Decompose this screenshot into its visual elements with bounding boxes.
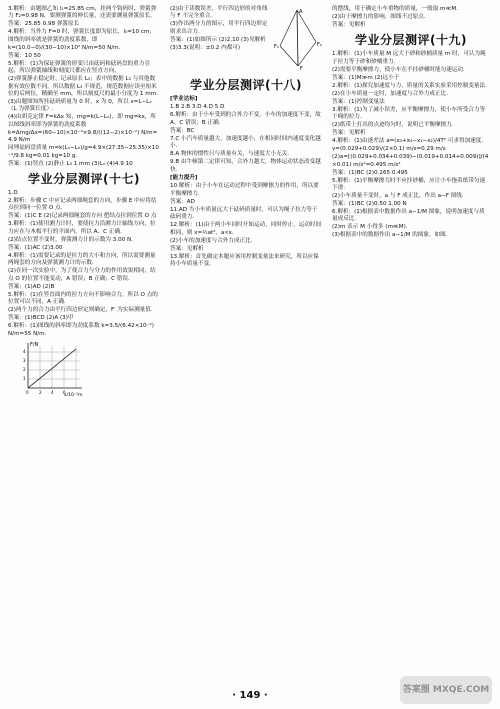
answer-line: 5.解析：(1)平衡摩擦力时不应挂砂桶，应让小车拖着纸带匀速下滑. bbox=[332, 177, 486, 192]
page-number: · 149 · bbox=[232, 690, 268, 701]
answer-line: (2)小车的加速度与合外力成正比. bbox=[170, 237, 253, 244]
answer-line: 答案：(1)AC (2)3.00 bbox=[8, 244, 63, 251]
answer-line: 5.解析：(1)为保证弹簧的形变只由砝码和砝码盘的重力引起，所以弹簧轴线和刻度尺都应在竖直方向。 bbox=[8, 60, 150, 75]
answer-line: 5.解析：(1)在竖直面内的拉力方向不影响合力，所以 O 点的位置可以不同，A 正确. bbox=[8, 291, 158, 306]
answers-block-18-cont bbox=[332, 6, 490, 29]
answers-block-18-basic bbox=[170, 104, 322, 174]
force-diagram-block bbox=[170, 6, 322, 74]
answers-block-18-advanced bbox=[170, 183, 322, 268]
answer-line: (3)根据表中的数据作出 a−1/M 的图象，如图. bbox=[332, 232, 448, 239]
answer-line: (2)在小车质量一定时，加速度与合外力成正比. bbox=[332, 90, 448, 97]
answer-line: 7.C 小汽车质量越大，加速度越小，在相同时间内速度变化越小. bbox=[170, 135, 321, 150]
subsection-label-advanced: [能力提升] bbox=[170, 175, 198, 182]
answer-line: (2)需要平衡摩擦力，使小车在不挂砂桶时能匀速运动. bbox=[332, 66, 465, 73]
answer-line: 10.解析：由于小车在运动过程中受到摩擦力的作用，所以要平衡摩擦力. bbox=[170, 183, 319, 197]
svg-text:4: 4 bbox=[23, 348, 26, 354]
answer-line: 答案：见解析 bbox=[332, 22, 366, 28]
answer-line: 2.解析：步骤 C 中应记录两细绳套的方向，步骤 E 中应将结点拉到同一位置 O 点. bbox=[8, 198, 157, 212]
svg-text:2: 2 bbox=[23, 366, 26, 372]
answer-line: 12.解析：(1)由于两小车同时开始运动，同时停止，运动时间相同，则 x=½at²，a∝x. bbox=[170, 222, 322, 236]
answer-line: 2.解析：(1)探究加速度与力、质量的关系实验采用控制变量法. bbox=[332, 82, 487, 89]
answer-line: 答案：(1)控制变量法 bbox=[332, 98, 385, 105]
answer-line: 13.解析：首先确定本题应该用控制变量法来研究，所以应保持小车质量不变. bbox=[170, 253, 319, 268]
svg-text:F₂: F₂ bbox=[317, 42, 322, 48]
answer-line: 答案：(1)竖直 (2)静止 L₃ 1 mm (3)Lₓ (4)4.9 10 bbox=[8, 160, 133, 167]
force-parallelogram-diagram bbox=[272, 6, 322, 72]
svg-text:A: A bbox=[299, 9, 303, 15]
answer-line: 答案：(1)BC (2)0.50 1.00 N bbox=[332, 201, 407, 208]
svg-text:2: 2 bbox=[39, 389, 42, 395]
answer-line: 答案：(1)M≫m (2)远小于 bbox=[332, 74, 400, 81]
answer-line: 4.解析：当外力 F=0 时，弹簧长度即为原长，l₀=10 cm；图线的斜率就是弹簧的劲度系数，即 bbox=[8, 29, 155, 43]
svg-text:4: 4 bbox=[51, 389, 54, 395]
answer-line: 1.B 2.B 3.D 4.D 5.D bbox=[170, 104, 225, 111]
answer-line: 答案：BC bbox=[170, 127, 195, 134]
answer-line: (2)在同一次实验中，为了使合力与分力的作用效果相同，结点 O 的位置不能变动，A 错误；B 正确；C 错误. bbox=[8, 268, 156, 282]
answer-line: 答案：见解析 bbox=[170, 245, 204, 252]
svg-text:F/N: F/N bbox=[30, 341, 39, 348]
answer-line: 3.解析：(1)为了减小误差，应平衡摩擦力，使小车所受合力等于绳的拉力. bbox=[332, 106, 486, 121]
answer-line: 6.解析：由于小车受到的合外力不变，小车的加速度不变，故 A、C 错误；B 正确. bbox=[170, 112, 321, 126]
answer-line: (3)由题图知所挂砝码质量为 0 时，x 为 0，所以 x=L−Lₓ（L 为弹簧长度）. bbox=[8, 99, 152, 113]
answer-line: 1.D bbox=[8, 190, 18, 197]
answer-line: 9.B 由牛顿第二定律可知，合外力越大，物体运动状态改变越快. bbox=[170, 159, 321, 173]
answer-line: (2)纸带上打出的点迹均匀时，说明已平衡摩擦力. bbox=[332, 122, 454, 129]
answers-block-17 bbox=[8, 190, 160, 338]
answer-line: 4.解析：(1)由逐差法 a=(x₃+x₄−x₁−x₂)/4T² 可求得加速度. bbox=[332, 138, 484, 145]
column-middle bbox=[170, 6, 322, 269]
answer-line: (3)3.3(说明：±0.2 内都可) bbox=[170, 44, 241, 51]
answer-line: 1.解析：(1)小车质量 M 远大于砂和砂桶质量 m 时，可认为绳子拉力等于砂和砂桶重力. bbox=[332, 51, 486, 65]
answers-block-16 bbox=[8, 6, 160, 168]
answer-line: (2)由于读数误差，平行四边形的对角线与 F 不完全重合。 bbox=[170, 6, 268, 20]
answer-line: k=Δmg/Δx=(60−10)×10⁻³×9.8/((12−2)×10⁻²) N/m=4.9 N/m bbox=[8, 129, 158, 144]
answer-line: 6.解析：(1)根据表中数据作出 a−1/M 图象，说明加速度与质量成反比. bbox=[332, 209, 485, 223]
svg-text:1: 1 bbox=[23, 375, 26, 381]
answer-line: (2)弹簧静止稳定时，记录原长 L₀；表中的数据 L₃ 与其他数据有效位数不同，所以数据 L₃ 不规范，规范数据应读至厘米位的后两位，精确至 mm，所以刻度尺的最小分度为 1 mm. bbox=[8, 76, 158, 98]
answer-line: (2)结点位置不变时，弹簧测力计的示数为 3.00 N. bbox=[8, 236, 133, 243]
answer-line: 答案：见解析 bbox=[332, 130, 366, 137]
answer-line: 4.解析：(1)需要记录的是拉力的大小和方向，所以需要测量两绳套的方向及弹簧测力计的示数. bbox=[8, 252, 156, 267]
answer-line: 答案：(1)如图所示 (2)2.10 (3)见解析 bbox=[170, 36, 266, 43]
answer-line: (2)a=[(0.029+0.034+0.039)−(0.019+0.014+0.009)]/(4×0.01) m/s²=0.495 m/s² bbox=[332, 154, 489, 168]
answer-line: 答案：(1)BC (2)0.265 0.495 bbox=[332, 169, 408, 176]
answer-line: 6.解析：(1)图线的斜率即为劲度系数 k=3.5/(6.42×10⁻²) N/m=55 N/m. bbox=[8, 323, 154, 337]
answer-line: 答案：(1)AD (2)B bbox=[8, 283, 55, 290]
answer-line: 8.A 物体的惯性只与质量有关，与速度大小无关. bbox=[170, 151, 290, 158]
answer-line: 3.解析：由题图乙知 l₁=25.85 cm，挂两个钩码时，弹簧弹力 F₂=0.98 N，要测弹簧的伸长量，还需要测量弹簧原长。 bbox=[8, 6, 157, 20]
svg-text:0: 0 bbox=[26, 389, 29, 395]
column-left bbox=[8, 6, 160, 398]
answer-line: v=(0.029+0.029)/(2×0.1) m/s=0.29 m/s bbox=[332, 146, 446, 153]
answer-line: (4)由胡克定律 F=kΔx 知，mg=k(L−Lₓ)，即 mg=kx，所以图线斜率即为弹簧的劲度系数 bbox=[8, 114, 156, 128]
spring-force-graph bbox=[16, 340, 86, 398]
answer-line: 答案：(1)BCD (2)A (3)甲 bbox=[8, 315, 74, 322]
answer-line: 的摆线，用于确定小车重物的质量，一般取 m≪M. bbox=[332, 6, 458, 12]
watermark-logo: 答案圈 MXQE.COM bbox=[400, 676, 492, 704]
answer-line: 答案：25.85 0.98 弹簧原长 bbox=[8, 21, 80, 28]
answer-line: 答案：10 50 bbox=[8, 52, 41, 59]
subsection-label-basic: [学业达标] bbox=[170, 96, 198, 102]
svg-text:x/10⁻²m: x/10⁻²m bbox=[64, 392, 83, 398]
answer-line: (2)由于摩擦力的影响，图线不过原点. bbox=[332, 14, 426, 20]
answer-line: (2)两个力的合力由平行四边形定则确定，F′ 为实际测量值. bbox=[8, 307, 153, 314]
svg-text:6: 6 bbox=[63, 389, 66, 395]
answers-block-19 bbox=[332, 51, 490, 239]
answer-line: (2)m 表示 M 小得多 (m≪M). bbox=[332, 224, 408, 231]
answer-line: k=(10.0−0)/(30−10)×10² N/m=50 N/m. bbox=[8, 44, 121, 51]
answer-line: 11.AD 当小车质量远大于砝码质量时，可认为绳子拉力等于砝码重力. bbox=[170, 206, 318, 221]
svg-text:3: 3 bbox=[23, 357, 26, 363]
column-right bbox=[332, 6, 490, 240]
section-heading-18: 学业分层测评(十八) bbox=[190, 78, 302, 92]
answer-line: (2)小车质量不变时，a 与 F 成正比，作出 a−F 图线. bbox=[332, 193, 464, 200]
answer-line: 同理砝码盘质量 m=k(Lₓ−L₀)/g=4.9×(27.35−25.35)×10⁻²/9.8 kg=0.01 kg=10 g. bbox=[8, 145, 159, 159]
svg-text:F₁: F₁ bbox=[274, 44, 279, 50]
answer-line: 3.解析：(1)使用测力计时，要使拉力沿测力计轴线方向，拉力应在与木板平行的平面内，所以 A、C 正确. bbox=[8, 221, 156, 235]
answer-line: 答案：(1)C E (2)记录两细绳套的方向 把结点拉到位置 O 点 bbox=[8, 213, 157, 220]
answer-line: (3)作出两分力的图示，用平行四边形定则求出合力. bbox=[170, 21, 268, 35]
section-heading-19: 学业分层测评(十九) bbox=[355, 33, 467, 48]
answer-line: 答案：AD bbox=[170, 198, 195, 205]
svg-text:F: F bbox=[300, 66, 303, 72]
section-heading-17: 学业分层测评(十七) bbox=[28, 172, 140, 187]
